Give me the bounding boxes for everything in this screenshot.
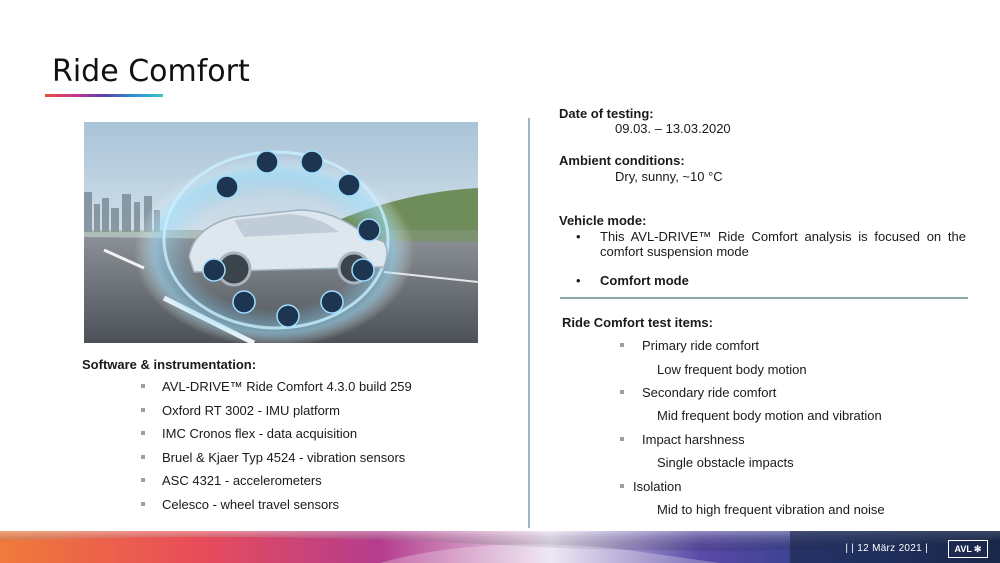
bullet-square-icon xyxy=(141,502,145,506)
avl-logo xyxy=(948,540,988,558)
bullet-square-icon xyxy=(141,455,145,459)
date-heading: Date of testing: xyxy=(559,106,654,121)
bullet-square-icon xyxy=(620,437,624,441)
software-item: IMC Cronos flex - data acquisition xyxy=(162,426,358,441)
hero-car-image xyxy=(84,122,478,343)
test-item-detail: Single obstacle impacts xyxy=(657,455,794,470)
column-divider xyxy=(528,118,530,528)
software-item: Celesco - wheel travel sensors xyxy=(162,497,340,512)
avl-logo-text: AVL xyxy=(954,544,972,554)
test-item: Isolation xyxy=(633,479,682,494)
section-divider xyxy=(560,297,968,299)
bullet-dot-icon: • xyxy=(576,273,581,288)
test-item: Impact harshness xyxy=(642,432,745,447)
bullet-square-icon xyxy=(141,408,145,412)
bullet-square-icon xyxy=(141,431,145,435)
vehicle-bullet-2 xyxy=(576,273,689,288)
software-item: AVL-DRIVE™ Ride Comfort 4.3.0 build 259 xyxy=(162,379,412,394)
vehicle-bullet-2-text: Comfort mode xyxy=(600,273,689,288)
test-item-detail: Mid to high frequent vibration and noise xyxy=(657,502,885,517)
test-item-detail: Mid frequent body motion and vibration xyxy=(657,408,882,423)
footer-date: | | 12 März 2021 | xyxy=(845,543,928,554)
vehicle-heading: Vehicle mode: xyxy=(559,213,647,228)
bullet-dot-icon: • xyxy=(576,229,581,244)
title-accent-bar xyxy=(45,94,163,97)
vehicle-bullet-1-text: This AVL-DRIVE™ Ride Comfort analysis is focused on the comfort suspension mode xyxy=(600,229,966,259)
vehicle-bullet-1 xyxy=(576,229,966,259)
test-item: Primary ride comfort xyxy=(642,338,760,353)
software-item: Oxford RT 3002 - IMU platform xyxy=(162,403,340,418)
test-item-detail: Low frequent body motion xyxy=(657,362,807,377)
test-item: Secondary ride comfort xyxy=(642,385,777,400)
bullet-square-icon xyxy=(620,484,624,488)
bullet-square-icon xyxy=(620,390,624,394)
software-heading: Software & instrumentation: xyxy=(82,357,257,372)
bullet-square-icon xyxy=(620,343,624,347)
software-item: Bruel & Kjaer Typ 4524 - vibration sensors xyxy=(162,450,406,465)
bullet-square-icon xyxy=(141,384,145,388)
software-item: ASC 4321 - accelerometers xyxy=(162,473,322,488)
tests-heading: Ride Comfort test items: xyxy=(562,315,713,330)
ambient-heading: Ambient conditions: xyxy=(559,153,685,168)
bullet-square-icon xyxy=(141,478,145,482)
page-title: Ride Comfort xyxy=(52,54,250,89)
ambient-value: Dry, sunny, ~10 °C xyxy=(615,169,723,184)
snowflake-icon: ✻ xyxy=(973,543,982,554)
date-value: 09.03. – 13.03.2020 xyxy=(615,121,731,136)
